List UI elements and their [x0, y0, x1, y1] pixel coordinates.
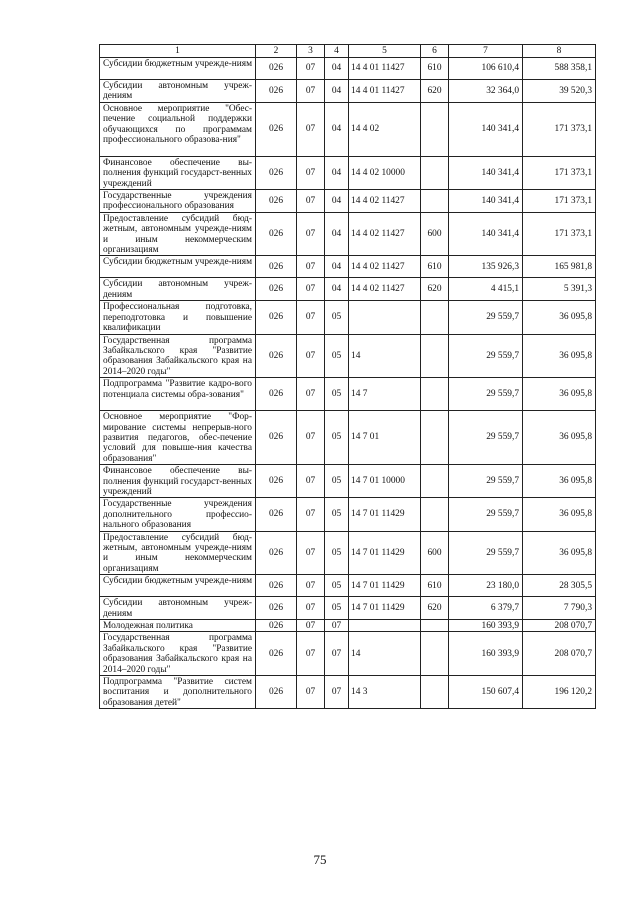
row-name-cell: Субсидии бюджетным учрежде-ниям [100, 58, 256, 80]
target-article-cell: 14 7 01 10000 [349, 465, 421, 498]
target-article-cell: 14 4 02 11427 [349, 278, 421, 301]
expense-type-cell [421, 156, 449, 189]
page-number: 75 [313, 852, 327, 867]
row-name-cell: Субсидии автономным учреж-дениям [100, 278, 256, 301]
expense-type-cell [421, 190, 449, 213]
subsection-code-cell: 05 [325, 411, 349, 465]
subsection-code-cell: 05 [325, 575, 349, 597]
amount-year1-cell: 29 559,7 [449, 334, 523, 378]
section-code-cell: 07 [297, 411, 325, 465]
ministry-code-cell: 026 [256, 632, 297, 676]
amount-year1-cell: 29 559,7 [449, 301, 523, 334]
target-article-cell: 14 3 [349, 676, 421, 709]
amount-year2-cell: 36 095,8 [523, 411, 596, 465]
row-name-cell: Молодежная политика [100, 620, 256, 632]
amount-year1-cell: 106 610,4 [449, 58, 523, 80]
amount-year2-cell: 588 358,1 [523, 58, 596, 80]
section-code-cell: 07 [297, 620, 325, 632]
expense-type-cell [421, 102, 449, 156]
amount-year1-cell: 150 607,4 [449, 676, 523, 709]
section-code-cell: 07 [297, 102, 325, 156]
row-name-cell: Профессиональная подготовка, переподготовка и повышение квалификации [100, 301, 256, 334]
subsection-code-cell: 07 [325, 632, 349, 676]
expense-type-cell: 610 [421, 256, 449, 278]
row-name-cell: Подпрограмма "Развитие кадро-вого потенциала системы обра-зования" [100, 378, 256, 411]
amount-year2-cell: 28 305,5 [523, 575, 596, 597]
ministry-code-cell: 026 [256, 301, 297, 334]
section-code-cell: 07 [297, 498, 325, 531]
ministry-code-cell: 026 [256, 620, 297, 632]
ministry-code-cell: 026 [256, 278, 297, 301]
row-name-cell: Государственная программа Забайкальского края "Развитие образования Забайкальского края на 2014–2020 годы" [100, 632, 256, 676]
amount-year1-cell: 23 180,0 [449, 575, 523, 597]
row-name-cell: Основное мероприятие "Обес-печение социальной поддержки обучающихся по программам профессионального образова-ния" [100, 102, 256, 156]
target-article-cell: 14 4 01 11427 [349, 80, 421, 103]
ministry-code-cell: 026 [256, 212, 297, 256]
row-name-cell: Государственная программа Забайкальского края "Развитие образования Забайкальского края на 2014–2020 годы" [100, 334, 256, 378]
ministry-code-cell: 026 [256, 190, 297, 213]
header-row [100, 45, 596, 58]
section-code-cell: 07 [297, 378, 325, 411]
expense-type-cell: 600 [421, 212, 449, 256]
row-name-cell: Основное мероприятие "Фор-мирование системы непрерыв-ного развития педагогов, обес-печение условий для повыше-ния качества образования" [100, 411, 256, 465]
target-article-cell [349, 301, 421, 334]
amount-year1-cell: 29 559,7 [449, 465, 523, 498]
ministry-code-cell: 026 [256, 411, 297, 465]
amount-year2-cell: 36 095,8 [523, 334, 596, 378]
ministry-code-cell: 026 [256, 498, 297, 531]
target-article-cell: 14 4 02 [349, 102, 421, 156]
table-row [100, 676, 596, 709]
ministry-code-cell: 026 [256, 334, 297, 378]
amount-year1-cell: 4 415,1 [449, 278, 523, 301]
amount-year2-cell: 171 373,1 [523, 190, 596, 213]
amount-year2-cell: 36 095,8 [523, 465, 596, 498]
target-article-cell: 14 7 01 11429 [349, 597, 421, 620]
ministry-code-cell: 026 [256, 256, 297, 278]
target-article-cell: 14 4 01 11427 [349, 58, 421, 80]
expense-type-cell [421, 620, 449, 632]
table-row [100, 190, 596, 213]
amount-year2-cell: 171 373,1 [523, 156, 596, 189]
row-name-cell: Государственные учреждения дополнительного профессио-нального образования [100, 498, 256, 531]
table-row [100, 531, 596, 575]
ministry-code-cell: 026 [256, 378, 297, 411]
expense-type-cell [421, 411, 449, 465]
ministry-code-cell: 026 [256, 102, 297, 156]
header-cell: 1 [100, 45, 256, 58]
ministry-code-cell: 026 [256, 575, 297, 597]
table-row [100, 156, 596, 189]
amount-year2-cell: 208 070,7 [523, 620, 596, 632]
section-code-cell: 07 [297, 334, 325, 378]
target-article-cell: 14 [349, 334, 421, 378]
table-row [100, 597, 596, 620]
target-article-cell: 14 [349, 632, 421, 676]
section-code-cell: 07 [297, 597, 325, 620]
amount-year1-cell: 29 559,7 [449, 498, 523, 531]
header-cell: 2 [256, 45, 297, 58]
amount-year1-cell: 29 559,7 [449, 531, 523, 575]
subsection-code-cell: 05 [325, 334, 349, 378]
table-row [100, 334, 596, 378]
amount-year2-cell: 36 095,8 [523, 301, 596, 334]
subsection-code-cell: 04 [325, 80, 349, 103]
header-cell: 6 [421, 45, 449, 58]
table-row [100, 278, 596, 301]
subsection-code-cell: 05 [325, 301, 349, 334]
table-row [100, 465, 596, 498]
subsection-code-cell: 07 [325, 676, 349, 709]
budget-table [99, 44, 596, 709]
target-article-cell: 14 4 02 10000 [349, 156, 421, 189]
amount-year1-cell: 29 559,7 [449, 378, 523, 411]
subsection-code-cell: 04 [325, 256, 349, 278]
ministry-code-cell: 026 [256, 465, 297, 498]
subsection-code-cell: 04 [325, 278, 349, 301]
expense-type-cell [421, 334, 449, 378]
amount-year2-cell: 165 981,8 [523, 256, 596, 278]
subsection-code-cell: 04 [325, 190, 349, 213]
subsection-code-cell: 05 [325, 498, 349, 531]
expense-type-cell: 620 [421, 278, 449, 301]
ministry-code-cell: 026 [256, 156, 297, 189]
subsection-code-cell: 07 [325, 620, 349, 632]
table-row [100, 632, 596, 676]
amount-year1-cell: 160 393,9 [449, 620, 523, 632]
header-cell: 7 [449, 45, 523, 58]
ministry-code-cell: 026 [256, 80, 297, 103]
table-row [100, 378, 596, 411]
row-name-cell: Субсидии автономным учреж-дениям [100, 597, 256, 620]
amount-year1-cell: 140 341,4 [449, 156, 523, 189]
subsection-code-cell: 04 [325, 156, 349, 189]
expense-type-cell: 610 [421, 58, 449, 80]
target-article-cell: 14 7 01 11429 [349, 498, 421, 531]
target-article-cell: 14 4 02 11427 [349, 190, 421, 213]
target-article-cell: 14 7 01 11429 [349, 575, 421, 597]
section-code-cell: 07 [297, 278, 325, 301]
header-cell: 5 [349, 45, 421, 58]
subsection-code-cell: 05 [325, 597, 349, 620]
ministry-code-cell: 026 [256, 58, 297, 80]
row-name-cell: Финансовое обеспечение вы-полнения функций государст-венных учреждений [100, 156, 256, 189]
row-name-cell: Субсидии бюджетным учрежде-ниям [100, 575, 256, 597]
subsection-code-cell: 05 [325, 531, 349, 575]
expense-type-cell: 620 [421, 597, 449, 620]
subsection-code-cell: 04 [325, 102, 349, 156]
table-row [100, 212, 596, 256]
amount-year2-cell: 36 095,8 [523, 378, 596, 411]
expense-type-cell [421, 498, 449, 531]
amount-year2-cell: 36 095,8 [523, 531, 596, 575]
amount-year1-cell: 135 926,3 [449, 256, 523, 278]
table-row [100, 80, 596, 103]
section-code-cell: 07 [297, 632, 325, 676]
row-name-cell: Предоставление субсидий бюд-жетным, автономным учрежде-ниям и иным некоммерческим организациям [100, 212, 256, 256]
amount-year2-cell: 39 520,3 [523, 80, 596, 103]
ministry-code-cell: 026 [256, 531, 297, 575]
section-code-cell: 07 [297, 676, 325, 709]
table-row [100, 58, 596, 80]
target-article-cell [349, 620, 421, 632]
header-cell: 3 [297, 45, 325, 58]
subsection-code-cell: 05 [325, 465, 349, 498]
target-article-cell: 14 7 01 [349, 411, 421, 465]
amount-year2-cell: 5 391,3 [523, 278, 596, 301]
expense-type-cell [421, 632, 449, 676]
header-cell: 8 [523, 45, 596, 58]
table-row [100, 301, 596, 334]
table-row [100, 575, 596, 597]
subsection-code-cell: 04 [325, 212, 349, 256]
table-row [100, 620, 596, 632]
row-name-cell: Подпрограмма "Развитие систем воспитания и дополнительного образования детей" [100, 676, 256, 709]
section-code-cell: 07 [297, 301, 325, 334]
target-article-cell: 14 7 01 11429 [349, 531, 421, 575]
table-row [100, 498, 596, 531]
ministry-code-cell: 026 [256, 597, 297, 620]
amount-year1-cell: 29 559,7 [449, 411, 523, 465]
section-code-cell: 07 [297, 575, 325, 597]
amount-year1-cell: 140 341,4 [449, 102, 523, 156]
header-cell: 4 [325, 45, 349, 58]
row-name-cell: Государственные учреждения профессионального образования [100, 190, 256, 213]
table-row [100, 256, 596, 278]
row-name-cell: Субсидии бюджетным учрежде-ниям [100, 256, 256, 278]
target-article-cell: 14 7 [349, 378, 421, 411]
expense-type-cell [421, 301, 449, 334]
expense-type-cell: 620 [421, 80, 449, 103]
expense-type-cell [421, 465, 449, 498]
target-article-cell: 14 4 02 11427 [349, 212, 421, 256]
section-code-cell: 07 [297, 465, 325, 498]
amount-year2-cell: 196 120,2 [523, 676, 596, 709]
amount-year1-cell: 160 393,9 [449, 632, 523, 676]
row-name-cell: Предоставление субсидий бюд-жетным, автономным учрежде-ниям и иным некоммерческим организациям [100, 531, 256, 575]
section-code-cell: 07 [297, 156, 325, 189]
table-row [100, 102, 596, 156]
section-code-cell: 07 [297, 212, 325, 256]
section-code-cell: 07 [297, 256, 325, 278]
subsection-code-cell: 05 [325, 378, 349, 411]
amount-year1-cell: 6 379,7 [449, 597, 523, 620]
amount-year2-cell: 208 070,7 [523, 632, 596, 676]
amount-year2-cell: 36 095,8 [523, 498, 596, 531]
expense-type-cell [421, 378, 449, 411]
amount-year1-cell: 140 341,4 [449, 190, 523, 213]
amount-year1-cell: 32 364,0 [449, 80, 523, 103]
row-name-cell: Субсидии автономным учреж-дениям [100, 80, 256, 103]
ministry-code-cell: 026 [256, 676, 297, 709]
subsection-code-cell: 04 [325, 58, 349, 80]
expense-type-cell [421, 676, 449, 709]
target-article-cell: 14 4 02 11427 [349, 256, 421, 278]
section-code-cell: 07 [297, 190, 325, 213]
amount-year2-cell: 7 790,3 [523, 597, 596, 620]
amount-year1-cell: 140 341,4 [449, 212, 523, 256]
expense-type-cell: 610 [421, 575, 449, 597]
table-body [100, 58, 596, 709]
amount-year2-cell: 171 373,1 [523, 102, 596, 156]
section-code-cell: 07 [297, 531, 325, 575]
amount-year2-cell: 171 373,1 [523, 212, 596, 256]
row-name-cell: Финансовое обеспечение вы-полнения функций государст-венных учреждений [100, 465, 256, 498]
section-code-cell: 07 [297, 80, 325, 103]
section-code-cell: 07 [297, 58, 325, 80]
expense-type-cell: 600 [421, 531, 449, 575]
table-row [100, 411, 596, 465]
